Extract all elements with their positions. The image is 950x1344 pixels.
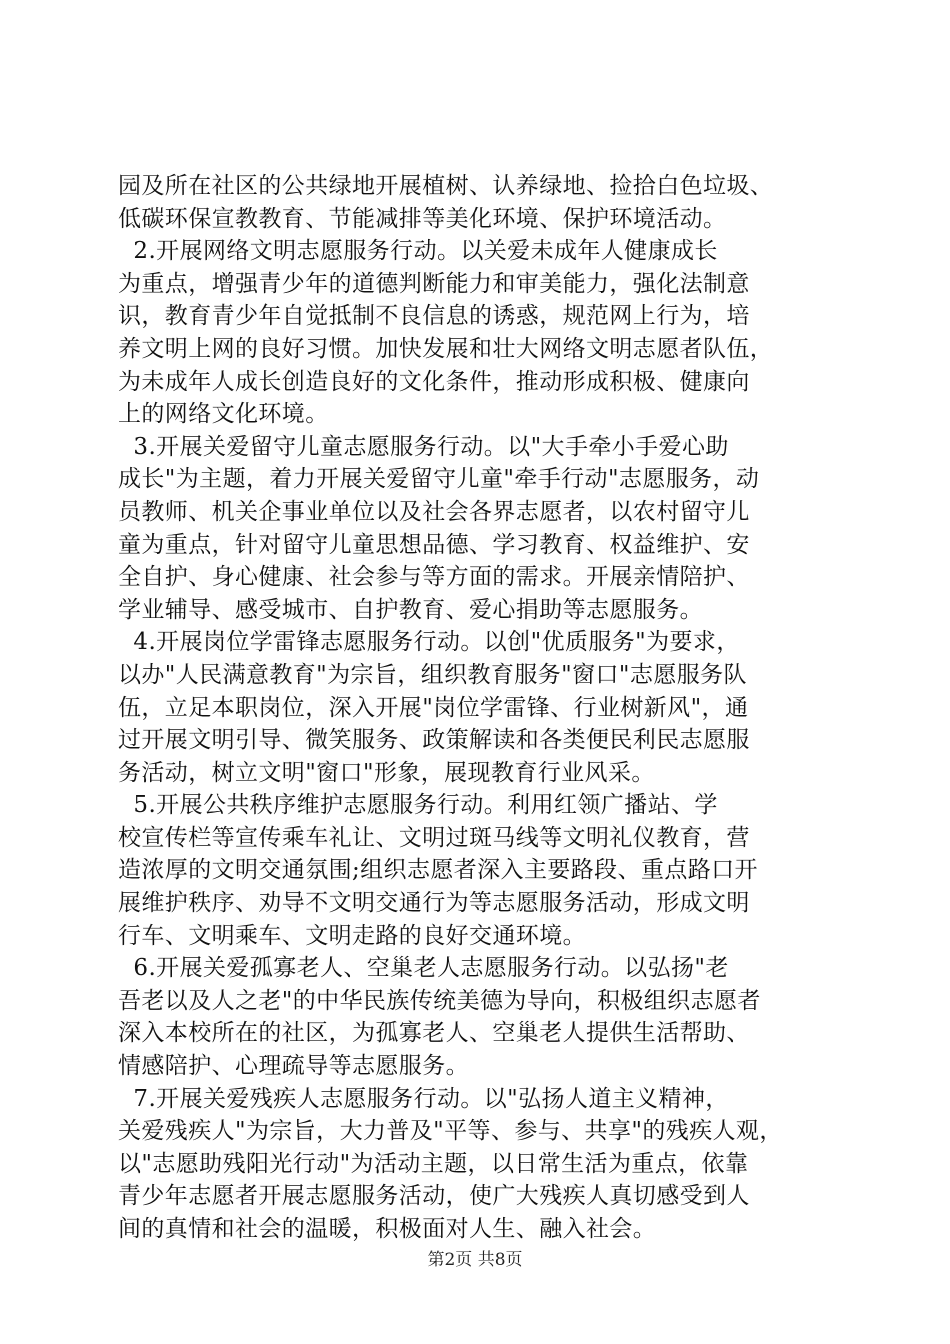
text-line: 行车、文明乘车、文明走路的良好交通环境。 [118,922,586,949]
text-line: 识，教育青少年自觉抵制不良信息的诱惑，规范网上行为，培 [118,303,750,330]
text-line: 5.开展公共秩序维护志愿服务行动。利用红领广播站、学 [118,792,718,819]
text-line: 低碳环保宣教教育、节能减排等美化环境、保护环境活动。 [118,205,727,232]
text-line: 学业辅导、感受城市、自护教育、爱心捐助等志愿服务。 [118,596,703,623]
text-line: 务活动，树立文明"窗口"形象，展现教育行业风采。 [118,759,655,786]
text-line: 展维护秩序、劝导不文明交通行为等志愿服务活动，形成文明 [118,890,750,917]
text-line: 深入本校所在的社区，为孤寡老人、空巢老人提供生活帮助、 [118,1020,750,1047]
text-line: 青少年志愿者开展志愿服务活动，使广大残疾人真切感受到人 [118,1183,750,1210]
text-line: 2.开展网络文明志愿服务行动。以关爱未成年人健康成长 [118,238,718,265]
document-body [118,170,858,1246]
text-line: 以办"人民满意教育"为宗旨，组织教育服务"窗口"志愿服务队 [118,661,747,688]
text-line: 吾老以及人之老"的中华民族传统美德为导向，积极组织志愿者 [118,987,761,1014]
text-line: 童为重点，针对留守儿童思想品德、学习教育、权益维护、安 [118,531,750,558]
text-line: 上的网络文化环境。 [118,401,329,428]
text-line: 为未成年人成长创造良好的文化条件，推动形成积极、健康向 [118,368,750,395]
text-line: 全自护、身心健康、社会参与等方面的需求。开展亲情陪护、 [118,564,750,591]
text-line: 6.开展关爱孤寡老人、空巢老人志愿服务行动。以弘扬"老 [118,955,729,982]
text-line: 校宣传栏等宣传乘车礼让、文明过斑马线等文明礼仪教育，营 [118,824,750,851]
page-footer: 第2页 共8页 [427,1250,523,1270]
text-line: 情感陪护、心理疏导等志愿服务。 [118,1053,469,1080]
text-line: 4.开展岗位学雷锋志愿服务行动。以创"优质服务"为要求， [118,629,740,656]
text-line: 员教师、机关企事业单位以及社会各界志愿者，以农村留守儿 [118,498,750,525]
text-line: 园及所在社区的公共绿地开展植树、认养绿地、捡拾白色垃圾、 [118,173,774,199]
text-line: 间的真情和社会的温暖，积极面对人生、融入社会。 [118,1216,657,1242]
text-line: 3.开展关爱留守儿童志愿服务行动。以"大手牵小手爱心助 [118,433,729,460]
text-line: 关爱残疾人"为宗旨，大力普及"平等、参与、共享"的残疾人观， [118,1118,783,1145]
text-line: 养文明上网的良好习惯。加快发展和壮大网络文明志愿者队伍， [118,335,774,362]
text-line: 为重点，增强青少年的道德判断能力和审美能力，强化法制意 [118,270,750,297]
text-line: 成长"为主题，着力开展关爱留守儿童"牵手行动"志愿服务，动 [118,466,760,493]
text-line: 过开展文明引导、微笑服务、政策解读和各类便民利民志愿服 [118,727,750,754]
text-line: 7.开展关爱残疾人志愿服务行动。以"弘扬人道主义精神， [118,1085,729,1112]
text-line: 造浓厚的文明交通氛围;组织志愿者深入主要路段、重点路口开 [118,857,758,884]
text-line: 伍，立足本职岗位，深入开展"岗位学雷锋、行业树新风"，通 [118,694,749,721]
text-line: 以"志愿助残阳光行动"为活动主题，以日常生活为重点，依靠 [118,1150,749,1177]
